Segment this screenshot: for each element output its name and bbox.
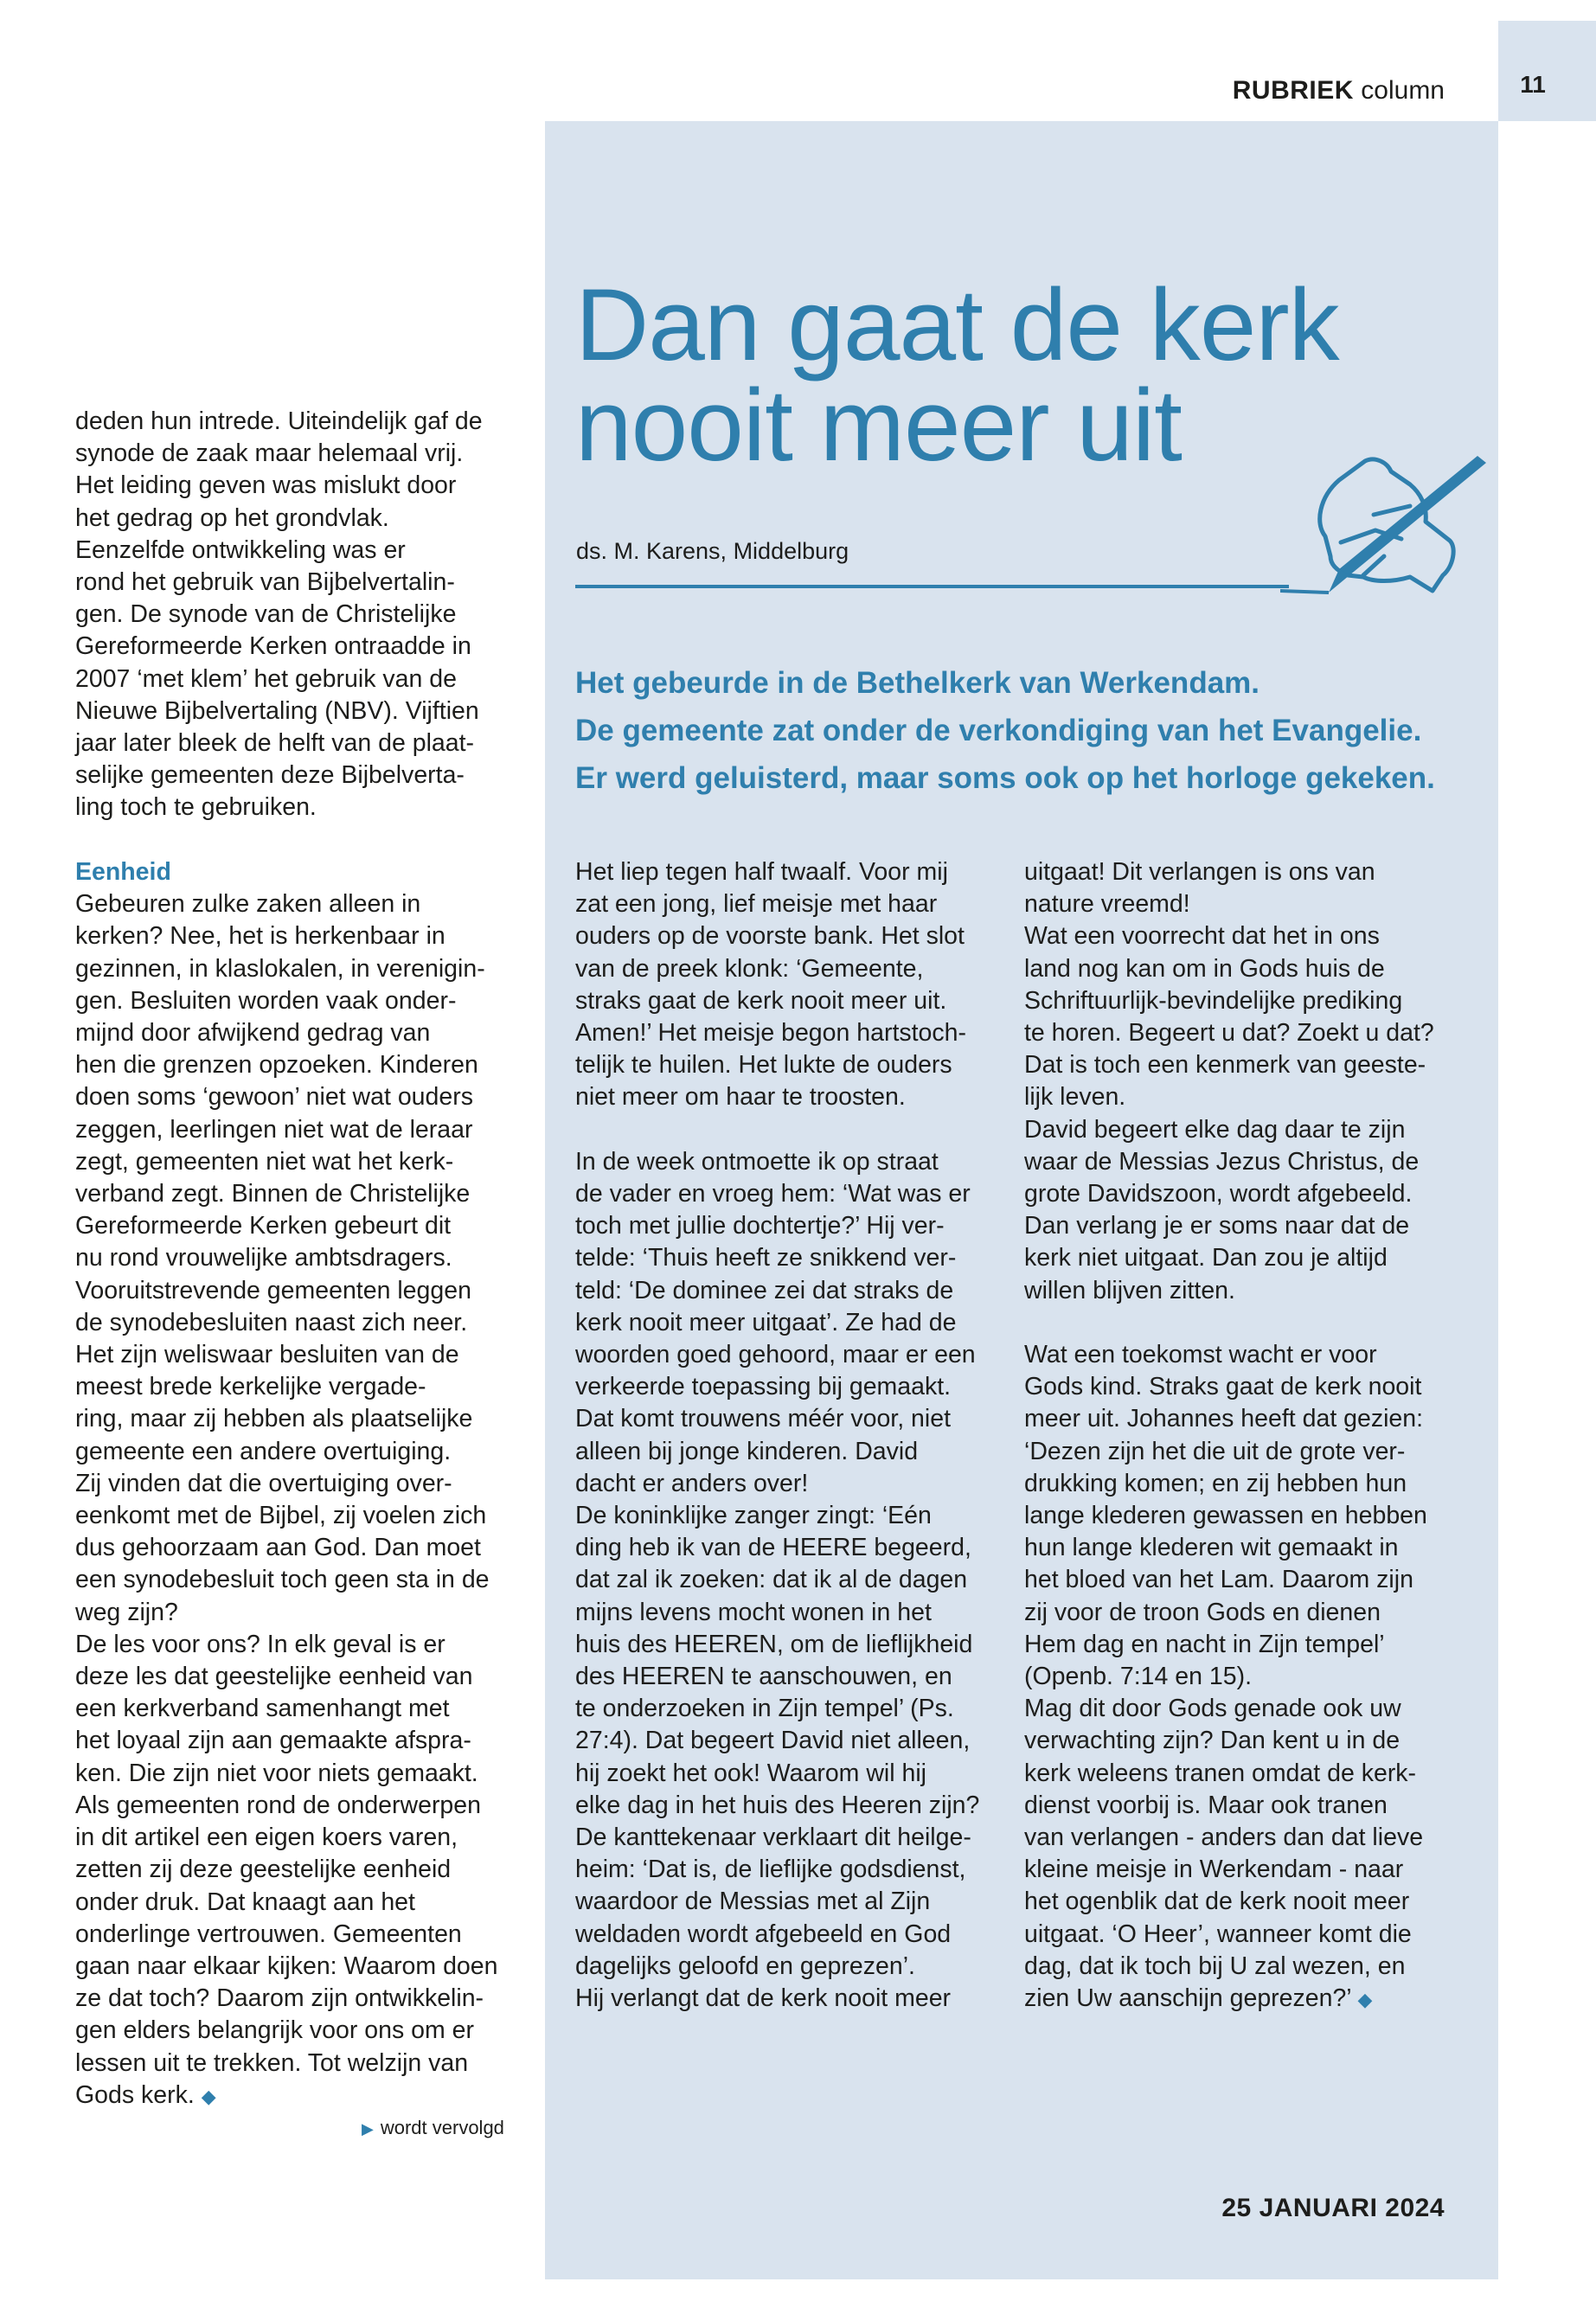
section-label-bold: RUBRIEK — [1232, 76, 1354, 105]
text-line: weg zijn? — [75, 1598, 178, 1626]
section-subheading: Eenheid — [75, 858, 171, 886]
text-line: verband zegt. Binnen de Christelijke — [75, 1180, 471, 1208]
text-line: niet meer om haar te troosten. — [575, 1083, 906, 1112]
text-line: Gereformeerde Kerken gebeurt dit — [75, 1212, 452, 1240]
text-line: Wat een toekomst wacht er voor — [1024, 1341, 1377, 1369]
text-line: Eenzelfde ontwikkeling was er — [75, 535, 406, 564]
end-mark-icon: ◆ — [1357, 1989, 1373, 2011]
text-line: de vader en vroeg hem: ‘Wat was er — [575, 1180, 971, 1208]
triangle-right-icon: ▶ — [362, 2120, 374, 2138]
text-line: in dit artikel een eigen koers varen, — [75, 1823, 458, 1852]
text-line: willen blijven zitten. — [1024, 1276, 1235, 1304]
text-line: (Openb. 7:14 en 15). — [1024, 1663, 1253, 1691]
text-line: het loyaal zijn aan gemaakte afspra- — [75, 1727, 471, 1755]
text-line: selijke gemeenten deze Bijbelverta- — [75, 761, 465, 790]
title-divider — [575, 585, 1289, 588]
text-line: Gereformeerde Kerken ontraadde in — [75, 632, 471, 661]
text-line: Dat is toch een kenmerk van geeste- — [1024, 1051, 1426, 1080]
intro-line: De gemeente zat onder de verkondiging van het Evangelie. — [575, 714, 1422, 747]
intro-line: Het gebeurde in de Bethelkerk van Werkendam. — [575, 666, 1260, 700]
section-label — [1233, 76, 1445, 106]
text-line: uitgaat! Dit verlangen is ons van — [1024, 858, 1375, 886]
text-line: ouders op de voorste bank. Het slot — [575, 922, 965, 951]
text-line: In de week ontmoette ik op straat — [575, 1147, 939, 1176]
text-line: verwachting zijn? Dan kent u in de — [1024, 1727, 1401, 1755]
text-line: David begeert elke dag daar te zijn — [1024, 1115, 1406, 1144]
text-line: kerk weleens tranen omdat de kerk- — [1024, 1759, 1417, 1787]
text-line: grote Davidszoon, wordt afgebeeld. — [1024, 1180, 1413, 1208]
continued-label: wordt vervolgd — [380, 2117, 504, 2138]
text-line: lijk leven. — [1024, 1083, 1126, 1112]
text-line: gezinnen, in klaslokalen, in verenigin- — [75, 954, 485, 983]
article-author: ds. M. Karens, Middelburg — [576, 538, 849, 564]
text-line: De koninklijke zanger zingt: ‘Eén — [575, 1502, 932, 1530]
text-line: kerk nooit meer uitgaat’. Ze had de — [575, 1308, 957, 1336]
text-line: straks gaat de kerk nooit meer uit. — [575, 986, 947, 1015]
text-line: ‘Dezen zijn het die uit de grote ver- — [1024, 1437, 1406, 1465]
text-line: kleine meisje in Werkendam - naar — [1024, 1856, 1404, 1884]
text-line: 27:4). Dat begeert David niet alleen, — [575, 1727, 971, 1755]
text-line: Mag dit door Gods genade ook uw — [1024, 1695, 1401, 1723]
intro-line: Er werd geluisterd, maar soms ook op het horloge gekeken. — [575, 761, 1435, 795]
text-line: telijk te huilen. Het lukte de ouders — [575, 1051, 952, 1080]
text-line: gen. De synode van de Christelijke — [75, 600, 457, 629]
text-line: dat zal ik zoeken: dat ik al de dagen — [575, 1566, 968, 1594]
article-title-line-1: Dan gaat de kerk — [575, 268, 1339, 382]
issue-date: 25 JANUARI 2024 — [1221, 2194, 1445, 2222]
text-line: gen elders belangrijk voor ons om er — [75, 2016, 474, 2045]
text-line: hij zoekt het ook! Waarom wil hij — [575, 1759, 927, 1787]
text-line: een synodebesluit toch geen sta in de — [75, 1566, 490, 1594]
text-line: synode de zaak maar helemaal vrij. — [75, 439, 464, 468]
text-line: zeggen, leerlingen niet wat de leraar — [75, 1115, 473, 1144]
text-line: dus gehoorzaam aan God. Dan moet — [75, 1534, 481, 1562]
text-line: een kerkverband samenhangt met — [75, 1695, 450, 1723]
article-intro — [575, 659, 1475, 802]
text-line: Het leiding geven was mislukt door — [75, 471, 457, 500]
left-column-bottom — [75, 856, 525, 2112]
text-line: jaar later bleek de helft van de plaat- — [75, 729, 475, 758]
text-line: meest brede kerkelijke vergade- — [75, 1373, 426, 1401]
text-line: waar de Messias Jezus Christus, de — [1024, 1147, 1420, 1176]
text-line: Zij vinden dat die overtuiging over- — [75, 1469, 452, 1497]
hand-writing-pen-icon — [1280, 445, 1488, 601]
end-mark-icon: ◆ — [201, 2085, 216, 2107]
text-line: het gedrag op het grondvlak. — [75, 503, 389, 532]
text-line: van de preek klonk: ‘Gemeente, — [575, 954, 924, 983]
text-line: Schriftuurlijk-bevindelijke prediking — [1024, 986, 1403, 1015]
text-line: ding heb ik van de HEERE begeerd, — [575, 1534, 971, 1562]
text-line: dag, dat ik toch bij U zal wezen, en — [1024, 1952, 1406, 1980]
text-line: Hem dag en nacht in Zijn tempel’ — [1024, 1630, 1385, 1658]
text-line: ken. Die zijn niet voor niets gemaakt. — [75, 1759, 478, 1787]
middle-column — [575, 856, 1008, 2015]
text-line-last — [75, 2080, 525, 2112]
text-line: deden hun intrede. Uiteindelijk gaf de — [75, 407, 483, 435]
text-line: Amen!’ Het meisje begon hartstoch- — [575, 1019, 966, 1048]
text-line: gaan naar elkaar kijken: Waarom doen — [75, 1952, 498, 1980]
text-line: eenkomt met de Bijbel, zij voelen zich — [75, 1502, 487, 1530]
text-line: teld: ‘De dominee zei dat straks de — [575, 1276, 954, 1304]
text-line: ze dat toch? Daarom zijn ontwikkelin- — [75, 1984, 484, 2013]
left-column-top — [75, 406, 525, 824]
text-line: Nieuwe Bijbelvertaling (NBV). Vijftien — [75, 696, 479, 725]
text-line: te horen. Begeert u dat? Zoekt u dat? — [1024, 1019, 1434, 1048]
text-line: dagelijks geloofd en geprezen’. — [575, 1952, 915, 1980]
text-line: dacht er anders over! — [575, 1469, 809, 1497]
text-line: Het zijn weliswaar besluiten van de — [75, 1341, 459, 1369]
text-line: deze les dat geestelijke eenheid van — [75, 1663, 473, 1691]
text-line: toch met jullie dochtertje?’ Hij ver- — [575, 1212, 945, 1240]
text-line: elke dag in het huis des Heeren zijn? — [575, 1791, 980, 1819]
right-column — [1024, 856, 1457, 2016]
text-line: woorden goed gehoord, maar er een — [575, 1341, 976, 1369]
text-line: lange klederen gewassen en hebben — [1024, 1502, 1427, 1530]
article-title-line-2: nooit meer uit — [575, 369, 1182, 483]
text-line: ling toch te gebruiken. — [75, 793, 317, 822]
text-line: hun lange klederen wit gemaakt in — [1024, 1534, 1399, 1562]
text-line: kerken? Nee, het is herkenbaar in — [75, 922, 445, 951]
section-label-light: column — [1361, 76, 1445, 105]
text-line-last-text: zien Uw aanschijn geprezen?’ — [1024, 1984, 1351, 2013]
text-line: zetten zij deze geestelijke eenheid — [75, 1856, 452, 1884]
text-line: het ogenblik dat de kerk nooit meer — [1024, 1888, 1410, 1916]
text-line-last — [1024, 1983, 1457, 2016]
text-line: doen soms ‘gewoon’ niet wat ouders — [75, 1083, 473, 1112]
text-line: waardoor de Messias met al Zijn — [575, 1888, 931, 1916]
text-line: nu rond vrouwelijke ambtsdragers. — [75, 1244, 452, 1272]
text-line: huis des HEEREN, om de lieflijkheid — [575, 1630, 973, 1658]
text-line: mijnd door afwijkend gedrag van — [75, 1019, 431, 1048]
text-line: dienst voorbij is. Maar ook tranen — [1024, 1791, 1388, 1819]
text-line: mijns levens mocht wonen in het — [575, 1598, 932, 1626]
text-line: Dan verlang je er soms naar dat de — [1024, 1212, 1410, 1240]
text-line: van verlangen - anders dan dat lieve — [1024, 1823, 1424, 1852]
text-line: kerk niet uitgaat. Dan zou je altijd — [1024, 1244, 1388, 1272]
text-line: telde: ‘Thuis heeft ze snikkend ver- — [575, 1244, 957, 1272]
text-line: verkeerde toepassing bij gemaakt. — [575, 1373, 952, 1401]
text-line: hen die grenzen opzoeken. Kinderen — [75, 1051, 478, 1080]
text-line: land nog kan om in Gods huis de — [1024, 954, 1385, 983]
text-line: zij voor de troon Gods en dienen — [1024, 1598, 1381, 1626]
text-line: De les voor ons? In elk geval is er — [75, 1630, 445, 1658]
page-number: 11 — [1520, 71, 1546, 98]
text-line: alleen bij jonge kinderen. David — [575, 1437, 919, 1465]
text-line: weldaden wordt afgebeeld en God — [575, 1920, 952, 1948]
text-line: Het liep tegen half twaalf. Voor mij — [575, 858, 948, 886]
text-line: heim: ‘Dat is, de lieflijke godsdienst, — [575, 1856, 966, 1884]
continued-note — [362, 2117, 504, 2139]
text-line: het bloed van het Lam. Daarom zijn — [1024, 1566, 1413, 1594]
text-line: nature vreemd! — [1024, 890, 1190, 919]
text-line: ring, maar zij hebben als plaatselijke — [75, 1405, 473, 1433]
text-line: Dat komt trouwens méér voor, niet — [575, 1405, 952, 1433]
text-line: 2007 ‘met klem’ het gebruik van de — [75, 664, 457, 693]
text-line: zat een jong, lief meisje met haar — [575, 890, 938, 919]
text-line: zegt, gemeenten niet wat het kerk- — [75, 1147, 454, 1176]
text-line: onder druk. Dat knaagt aan het — [75, 1888, 415, 1916]
text-line: des HEEREN te aanschouwen, en — [575, 1663, 952, 1691]
text-line: drukking komen; en zij hebben hun — [1024, 1469, 1407, 1497]
text-line: uitgaat. ‘O Heer’, wanneer komt die — [1024, 1920, 1412, 1948]
text-line: te onderzoeken in Zijn tempel’ (Ps. — [575, 1695, 954, 1723]
text-line: de synodebesluiten naast zich neer. — [75, 1308, 468, 1336]
text-line: Gods kind. Straks gaat de kerk nooit — [1024, 1373, 1422, 1401]
text-line: Hij verlangt dat de kerk nooit meer — [575, 1984, 952, 2013]
text-line: rond het gebruik van Bijbelvertalin- — [75, 568, 455, 597]
text-line-last-text: Gods kerk. — [75, 2080, 195, 2109]
text-line: lessen uit te trekken. Tot welzijn van — [75, 2048, 469, 2077]
text-line: gemeente een andere overtuiging. — [75, 1437, 452, 1465]
text-line: onderlinge vertrouwen. Gemeenten — [75, 1920, 462, 1948]
text-line: meer uit. Johannes heeft dat gezien: — [1024, 1405, 1424, 1433]
text-line: Wat een voorrecht dat het in ons — [1024, 922, 1380, 951]
text-line: Als gemeenten rond de onderwerpen — [75, 1791, 481, 1819]
text-line: Gebeuren zulke zaken alleen in — [75, 890, 421, 919]
text-line: Vooruitstrevende gemeenten leggen — [75, 1276, 471, 1304]
text-line: De kanttekenaar verklaart dit heilge- — [575, 1823, 971, 1852]
text-line: gen. Besluiten worden vaak onder- — [75, 986, 457, 1015]
